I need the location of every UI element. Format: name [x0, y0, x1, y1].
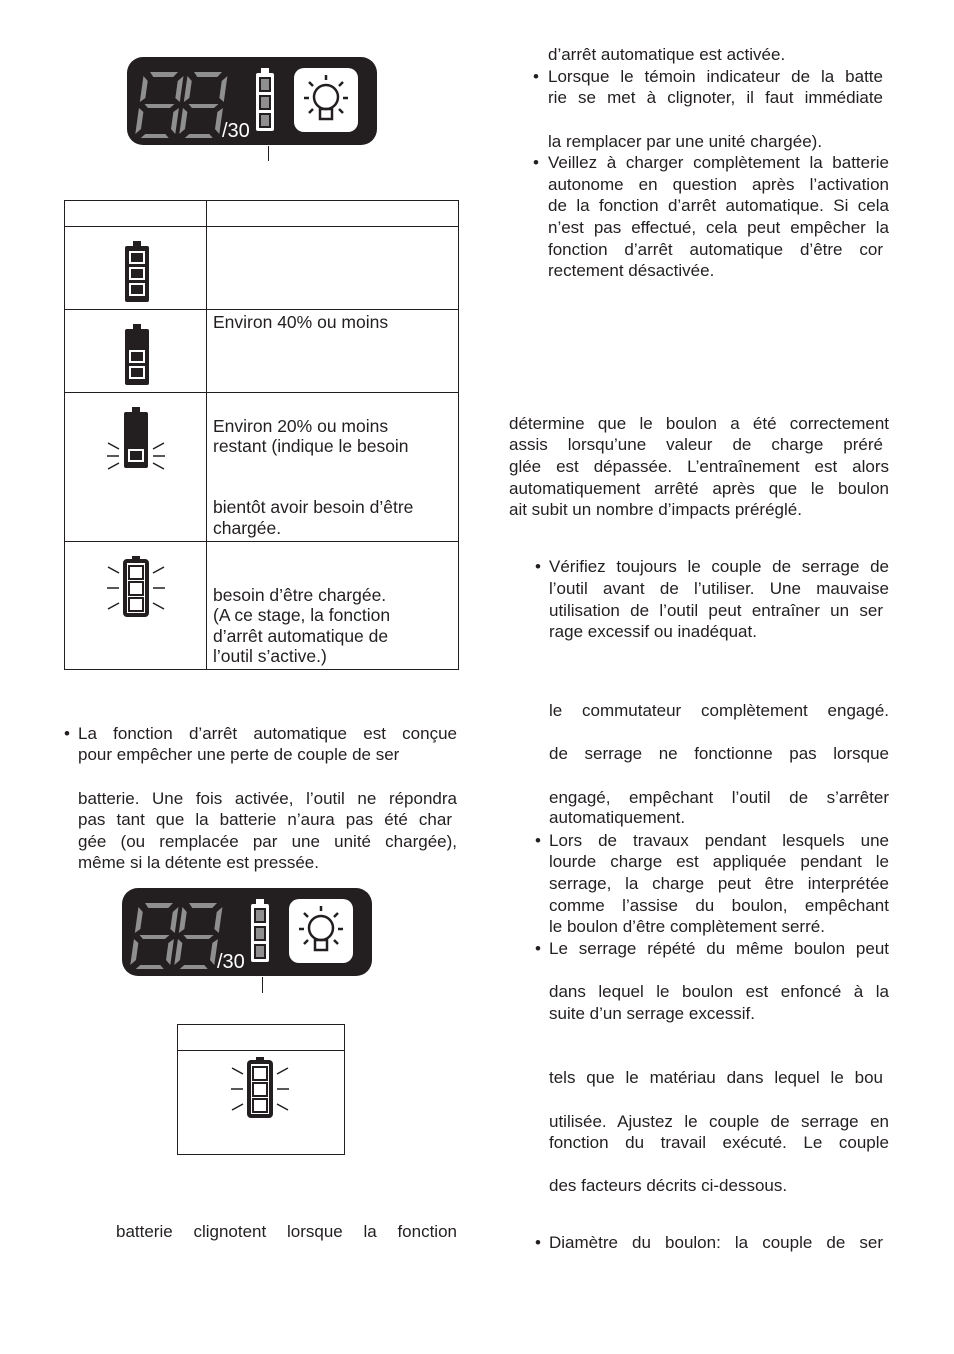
- table-cell-row3-line1: Environ 20% ou moins: [213, 416, 389, 436]
- fraction-label: /30: [222, 120, 250, 142]
- right-line: l’outil avant de l’utiliser. Une mauvaise: [549, 579, 889, 598]
- small-table-header-divider: [177, 1050, 345, 1051]
- table-cell-row4-line4: l’outil s’active.): [213, 646, 327, 666]
- right-line: fonction du travail exécuté. Le couple: [549, 1133, 889, 1152]
- right-line: Veillez à charger complètement la batterie: [548, 153, 889, 172]
- bullet-marker: •: [535, 1233, 541, 1252]
- right-line: ait subit un nombre d’impacts préréglé.: [509, 500, 802, 519]
- light-bulb-icon: [289, 899, 353, 963]
- right-line: glée est dépassée. L’entraînement est alors: [509, 457, 889, 476]
- right-line: des facteurs décrits ci-dessous.: [549, 1176, 788, 1195]
- table-cell-row4-line2: (A ce stage, la fonction: [213, 605, 391, 625]
- right-line: Lorsque le témoin indicateur de la batte: [548, 67, 883, 86]
- right-line: détermine que le boulon a été correctement: [509, 414, 889, 433]
- table-row-divider: [64, 541, 459, 542]
- table-cell-row4-line1: besoin d’être chargée.: [213, 585, 387, 605]
- bullet-marker: •: [64, 724, 70, 743]
- right-line: rie se met à clignoter, il faut immédiate: [548, 88, 883, 107]
- display-panel-second: [121, 887, 373, 977]
- table-cell-row3-line3: bientôt avoir besoin d’être: [213, 497, 414, 517]
- battery-two-bars-icon: [124, 324, 150, 391]
- bullet-marker: •: [533, 67, 539, 86]
- table-cell-row2: Environ 40% ou moins: [213, 312, 389, 332]
- table-cell-row4-line3: d’arrêt automatique de: [213, 626, 389, 646]
- right-line: assis lorsqu’une valeur de charge préré: [509, 435, 883, 454]
- bullet-marker: •: [535, 557, 541, 576]
- display-pointer-line: [262, 977, 263, 993]
- right-line: de la fonction d’arrêt automatique. Si cela: [548, 196, 889, 215]
- right-line: Diamètre du boulon: la couple de ser: [549, 1233, 883, 1252]
- light-bulb-icon: [294, 68, 358, 132]
- right-line: de serrage ne fonctionne pas lorsque: [549, 744, 889, 763]
- right-line: rage excessif ou inadéquat.: [549, 622, 757, 641]
- right-line: Lors de travaux pendant lesquels une: [549, 831, 889, 850]
- bullet-marker: •: [535, 939, 541, 958]
- left-paragraph-line: batterie. Une fois activée, l’outil ne répondra: [78, 789, 457, 808]
- right-line: le boulon d’être complètement serré.: [549, 917, 825, 936]
- right-line: n’est pas effectué, cela peut empêcher la: [548, 218, 889, 237]
- left-paragraph-line: pour empêcher une perte de couple de ser: [78, 745, 400, 764]
- display-panel-graphic: [126, 56, 378, 146]
- battery-full-icon: [124, 241, 150, 308]
- right-line: automatiquement.: [549, 808, 686, 827]
- table-cell-row3-line2: restant (indique le besoin: [213, 436, 409, 456]
- display-panel-top: [126, 56, 378, 146]
- right-line: lourde charge est appliquée pendant le: [549, 852, 889, 871]
- left-paragraph-line: même si la détente est pressée.: [78, 853, 319, 872]
- left-bottom-line: batterie clignotent lorsque la fonction: [116, 1222, 457, 1241]
- right-line: autonome en question après l’activation: [548, 175, 889, 194]
- right-line: fonction d’arrêt automatique d’être cor: [548, 240, 883, 259]
- battery-icon: [256, 68, 274, 131]
- right-line: la remplacer par une unité chargée).: [548, 132, 823, 151]
- battery-outline-blinking-icon: [104, 555, 168, 624]
- table-column-divider: [206, 200, 207, 670]
- right-line: dans lequel le boulon est enfoncé à la: [549, 982, 889, 1001]
- table-row-divider: [64, 309, 459, 310]
- fraction-label: /30: [217, 951, 245, 973]
- left-paragraph-line: gée (ou remplacée par une unité chargée),: [78, 832, 457, 851]
- right-line: engagé, empêchant l’outil de s’arrêter: [549, 788, 889, 807]
- right-line: comme l’assise du boulon, empêchant: [549, 896, 889, 915]
- right-line: serrage, la charge peut être interprétée: [549, 874, 889, 893]
- left-paragraph-line: pas tant que la batterie n’aura pas été char: [78, 810, 452, 829]
- bullet-marker: •: [535, 831, 541, 850]
- right-line: le commutateur complètement engagé.: [549, 701, 889, 720]
- right-line: Vérifiez toujours le couple de serrage de: [549, 557, 889, 576]
- right-line: rectement désactivée.: [548, 261, 715, 280]
- table-header-divider: [64, 226, 459, 227]
- bullet-marker: •: [533, 153, 539, 172]
- right-line: Le serrage répété du même boulon peut: [549, 939, 889, 958]
- battery-blinking-icon: [228, 1056, 292, 1125]
- display-panel-graphic: [121, 887, 373, 977]
- right-line: tels que le matériau dans lequel le bou: [549, 1068, 883, 1087]
- right-line: d’arrêt automatique est activée.: [548, 45, 786, 64]
- right-line: utilisation de l’outil peut entraîner un ser: [549, 601, 883, 620]
- table-cell-row3-line4: chargée.: [213, 518, 282, 538]
- battery-icon: [251, 899, 269, 962]
- display-pointer-line: [268, 146, 269, 161]
- right-line: automatiquement arrêté après que le boulon: [509, 479, 889, 498]
- table-row-divider: [64, 392, 459, 393]
- left-paragraph-line: La fonction d’arrêt automatique est conçue: [78, 724, 457, 743]
- battery-one-bar-blinking-icon: [104, 405, 168, 480]
- right-line: suite d’un serrage excessif.: [549, 1004, 755, 1023]
- right-line: utilisée. Ajustez le couple de serrage en: [549, 1112, 889, 1131]
